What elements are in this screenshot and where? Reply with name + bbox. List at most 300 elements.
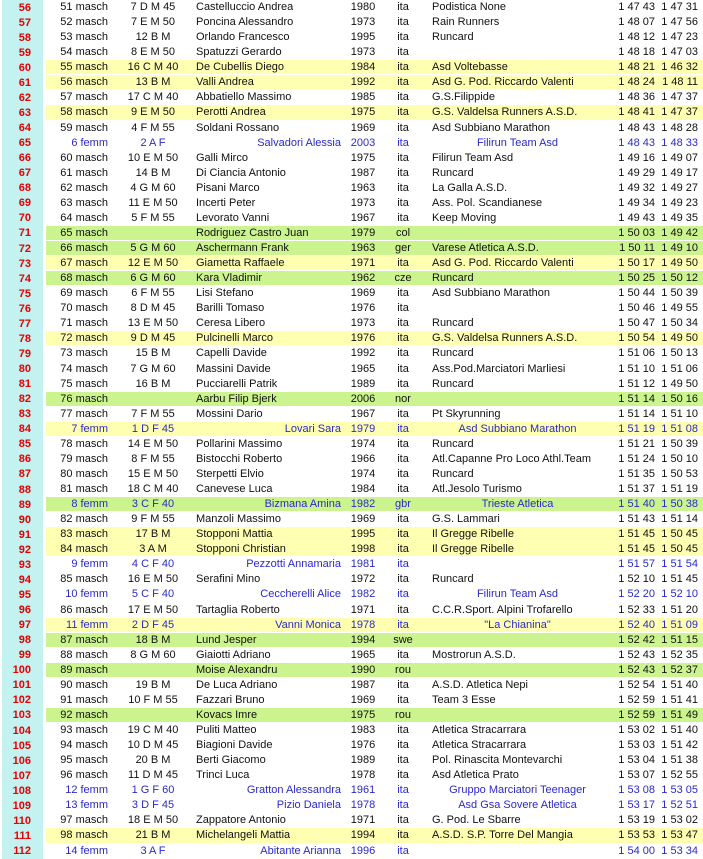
category-cell: 9 E M 50 xyxy=(130,106,176,119)
position-cell: 71 xyxy=(0,226,46,241)
nationality-cell: col xyxy=(395,226,411,239)
position-cell: 111 xyxy=(0,828,46,843)
category-cell: 18 E M 50 xyxy=(127,814,179,827)
category-cell: 13 E M 50 xyxy=(127,317,179,330)
real-time-cell: 1 50 53 xyxy=(661,467,698,480)
real-time-cell: 1 50 12 xyxy=(661,272,698,285)
row-data xyxy=(46,708,703,723)
real-time-cell: 1 47 31 xyxy=(661,1,698,14)
category-cell: 1 D F 45 xyxy=(131,422,175,435)
row-data xyxy=(46,542,703,557)
row-data xyxy=(46,407,703,422)
birth-year-cell: 1985 xyxy=(350,91,376,104)
real-time-cell: 1 51 06 xyxy=(661,362,698,375)
birth-year-cell: 1975 xyxy=(350,106,376,119)
finish-time-cell: 1 50 03 xyxy=(618,226,655,239)
finish-time-cell: 1 48 36 xyxy=(618,91,655,104)
birth-year-cell: 1981 xyxy=(350,558,376,571)
position-cell: 56 xyxy=(0,0,46,15)
gender-rank-cell: 6 femm xyxy=(71,136,108,149)
nationality-cell: ita xyxy=(397,76,409,89)
nationality-cell: ita xyxy=(397,317,409,330)
category-cell: 3 C F 40 xyxy=(131,498,175,511)
table-row xyxy=(0,527,703,542)
team-cell: Asd Gsa Sovere Atletica xyxy=(458,799,577,812)
finish-time-cell: 1 49 29 xyxy=(618,166,655,179)
table-row xyxy=(0,693,703,708)
category-cell: 5 C F 40 xyxy=(131,588,175,601)
gender-rank-cell: 95 masch xyxy=(60,754,108,767)
row-data xyxy=(46,271,703,286)
real-time-cell: 1 47 56 xyxy=(661,16,698,29)
athlete-name-cell: Puliti Matteo xyxy=(196,724,257,737)
team-cell xyxy=(425,633,610,647)
gender-rank-cell: 96 masch xyxy=(60,769,108,782)
real-time-cell: 1 51 19 xyxy=(661,483,698,496)
athlete-name-cell: Pezzotti Annamaria xyxy=(246,558,341,571)
row-data xyxy=(46,633,703,648)
real-time-cell: 1 50 45 xyxy=(661,528,698,541)
nationality-cell: ita xyxy=(397,528,409,541)
table-row xyxy=(0,482,703,497)
athlete-name-cell: Galli Mirco xyxy=(196,151,248,164)
athlete-name-cell: Lovari Sara xyxy=(284,422,341,435)
real-time-cell: 1 48 28 xyxy=(661,121,698,134)
gender-rank-cell: 98 masch xyxy=(60,829,108,842)
nationality-cell: nor xyxy=(395,392,411,405)
row-data xyxy=(46,90,703,105)
table-row xyxy=(0,90,703,105)
row-data xyxy=(46,798,703,813)
athlete-name-cell: Stopponi Mattia xyxy=(196,528,273,541)
gender-rank-cell: 78 masch xyxy=(60,437,108,450)
gender-rank-cell: 75 masch xyxy=(60,377,108,390)
real-time-cell: 1 47 37 xyxy=(661,106,698,119)
row-data xyxy=(46,768,703,783)
row-data xyxy=(46,587,703,602)
team-cell: Atletica Stracarrara xyxy=(432,724,527,737)
team-cell: Runcard xyxy=(432,437,474,450)
athlete-name-cell: Zappatore Antonio xyxy=(196,814,286,827)
birth-year-cell: 1987 xyxy=(350,678,376,691)
real-time-cell: 1 50 10 xyxy=(661,452,698,465)
row-data xyxy=(46,15,703,30)
team-cell: Runcard xyxy=(432,317,474,330)
real-time-cell: 1 51 20 xyxy=(661,603,698,616)
table-row xyxy=(0,678,703,693)
real-time-cell: 1 50 38 xyxy=(661,498,698,511)
team-cell: A.S.D. S.P. Torre Del Mangia xyxy=(432,829,573,842)
category-cell: 14 B M xyxy=(135,166,171,179)
nationality-cell: ita xyxy=(397,46,409,59)
table-row xyxy=(0,286,703,301)
finish-time-cell: 1 48 18 xyxy=(618,46,655,59)
position-cell: 104 xyxy=(0,723,46,738)
gender-rank-cell: 51 masch xyxy=(60,1,108,14)
finish-time-cell: 1 51 10 xyxy=(618,362,655,375)
row-data xyxy=(46,211,703,226)
category-cell: 17 E M 50 xyxy=(127,603,179,616)
team-cell: Filirun Team Asd xyxy=(432,151,514,164)
finish-time-cell: 1 50 54 xyxy=(618,332,655,345)
gender-rank-cell: 72 masch xyxy=(60,332,108,345)
nationality-cell: ita xyxy=(397,106,409,119)
table-row xyxy=(0,798,703,813)
athlete-name-cell: Giaiotti Adriano xyxy=(196,648,271,661)
birth-year-cell: 2006 xyxy=(350,392,376,405)
table-row xyxy=(0,467,703,482)
nationality-cell: rou xyxy=(395,663,411,676)
gender-rank-cell: 77 masch xyxy=(60,407,108,420)
category-cell: 18 B M xyxy=(135,633,171,646)
birth-year-cell: 1974 xyxy=(350,467,376,480)
real-time-cell: 1 52 35 xyxy=(661,648,698,661)
nationality-cell: ita xyxy=(397,377,409,390)
category-cell: 6 F M 55 xyxy=(131,287,175,300)
position-cell: 68 xyxy=(0,181,46,196)
real-time-cell: 1 51 41 xyxy=(661,693,698,706)
position-cell: 95 xyxy=(0,587,46,602)
position-cell: 91 xyxy=(0,527,46,542)
table-row xyxy=(0,844,703,859)
table-row xyxy=(0,813,703,828)
table-row xyxy=(0,45,703,60)
athlete-name-cell: Canevese Luca xyxy=(196,483,273,496)
athlete-name-cell: Kara Vladimir xyxy=(196,272,263,285)
gender-rank-cell: 91 masch xyxy=(60,693,108,706)
gender-rank-cell: 7 femm xyxy=(71,422,108,435)
position-cell: 64 xyxy=(0,121,46,136)
finish-time-cell: 1 48 41 xyxy=(618,106,655,119)
team-cell: Varese Atletica A.S.D. xyxy=(432,242,539,255)
position-cell: 79 xyxy=(0,346,46,361)
category-cell xyxy=(113,708,193,722)
category-cell: 16 B M xyxy=(135,377,171,390)
real-time-cell: 1 51 45 xyxy=(661,573,698,586)
table-row xyxy=(0,196,703,211)
gender-rank-cell: 68 masch xyxy=(60,272,108,285)
category-cell: 12 E M 50 xyxy=(127,257,179,270)
birth-year-cell: 1994 xyxy=(350,633,376,646)
finish-time-cell: 1 51 57 xyxy=(618,558,655,571)
category-cell: 10 E M 50 xyxy=(127,151,179,164)
nationality-cell: ita xyxy=(397,558,409,571)
finish-time-cell: 1 49 43 xyxy=(618,211,655,224)
gender-rank-cell: 88 masch xyxy=(60,648,108,661)
team-cell: Runcard xyxy=(432,272,474,285)
team-cell xyxy=(425,226,610,240)
category-cell: 20 B M xyxy=(135,754,171,767)
category-cell: 14 E M 50 xyxy=(127,437,179,450)
finish-time-cell: 1 49 34 xyxy=(618,196,655,209)
row-data xyxy=(46,121,703,136)
finish-time-cell: 1 48 21 xyxy=(618,61,655,74)
birth-year-cell: 1982 xyxy=(350,588,376,601)
position-cell: 84 xyxy=(0,422,46,437)
birth-year-cell: 1989 xyxy=(350,377,376,390)
category-cell: 18 C M 40 xyxy=(127,483,179,496)
team-cell: Asd Voltebasse xyxy=(432,61,508,74)
category-cell: 9 F M 55 xyxy=(131,513,175,526)
nationality-cell: ita xyxy=(397,136,409,149)
birth-year-cell: 1978 xyxy=(350,618,376,631)
table-row xyxy=(0,181,703,196)
birth-year-cell: 1979 xyxy=(350,422,376,435)
team-cell: Filirun Team Asd xyxy=(476,588,559,601)
nationality-cell: ita xyxy=(397,754,409,767)
athlete-name-cell: Aschermann Frank xyxy=(196,242,289,255)
real-time-cell: 1 51 14 xyxy=(661,513,698,526)
athlete-name-cell: Pisani Marco xyxy=(196,181,260,194)
gender-rank-cell: 57 masch xyxy=(60,91,108,104)
real-time-cell: 1 49 50 xyxy=(661,377,698,390)
birth-year-cell: 1971 xyxy=(350,814,376,827)
position-cell: 108 xyxy=(0,783,46,798)
athlete-name-cell: Barilli Tomaso xyxy=(196,302,265,315)
birth-year-cell: 1996 xyxy=(350,844,376,857)
team-cell: Filirun Team Asd xyxy=(476,136,559,149)
athlete-name-cell: Manzoli Massimo xyxy=(196,513,281,526)
athlete-name-cell: Orlando Francesco xyxy=(196,31,290,44)
category-cell: 17 B M xyxy=(135,528,171,541)
gender-rank-cell: 62 masch xyxy=(60,181,108,194)
position-cell: 100 xyxy=(0,663,46,678)
birth-year-cell: 1975 xyxy=(350,708,376,721)
table-row xyxy=(0,151,703,166)
table-row xyxy=(0,783,703,798)
real-time-cell: 1 49 10 xyxy=(661,242,698,255)
finish-time-cell: 1 53 53 xyxy=(618,829,655,842)
position-cell: 74 xyxy=(0,271,46,286)
table-row xyxy=(0,15,703,30)
nationality-cell: ita xyxy=(397,422,409,435)
birth-year-cell: 1976 xyxy=(350,739,376,752)
finish-time-cell: 1 51 14 xyxy=(618,407,655,420)
row-data xyxy=(46,678,703,693)
team-cell xyxy=(425,45,610,59)
nationality-cell: ita xyxy=(397,332,409,345)
row-data xyxy=(46,828,703,843)
nationality-cell: ita xyxy=(397,603,409,616)
gender-rank-cell: 59 masch xyxy=(60,121,108,134)
table-row xyxy=(0,226,703,241)
birth-year-cell: 1973 xyxy=(350,196,376,209)
athlete-name-cell: Salvadori Alessia xyxy=(257,136,341,149)
finish-time-cell: 1 49 16 xyxy=(618,151,655,164)
table-row xyxy=(0,30,703,45)
row-data xyxy=(46,166,703,181)
table-row xyxy=(0,211,703,226)
position-cell: 90 xyxy=(0,512,46,527)
real-time-cell: 1 50 39 xyxy=(661,287,698,300)
table-row xyxy=(0,331,703,346)
athlete-name-cell: Bistocchi Roberto xyxy=(196,452,283,465)
position-cell: 110 xyxy=(0,813,46,828)
table-row xyxy=(0,512,703,527)
team-cell: Asd Atletica Prato xyxy=(432,769,519,782)
category-cell: 5 G M 60 xyxy=(130,242,176,255)
row-data xyxy=(46,256,703,271)
finish-time-cell: 1 50 47 xyxy=(618,317,655,330)
category-cell: 15 B M xyxy=(135,347,171,360)
birth-year-cell: 1982 xyxy=(350,498,376,511)
gender-rank-cell: 87 masch xyxy=(60,633,108,646)
finish-time-cell: 1 53 19 xyxy=(618,814,655,827)
gender-rank-cell: 10 femm xyxy=(65,588,108,601)
nationality-cell: ita xyxy=(397,799,409,812)
position-cell: 101 xyxy=(0,678,46,693)
team-cell xyxy=(425,392,610,406)
position-cell: 102 xyxy=(0,693,46,708)
row-data xyxy=(46,723,703,738)
athlete-name-cell: Pizio Daniela xyxy=(276,799,341,812)
real-time-cell: 1 50 39 xyxy=(661,437,698,450)
nationality-cell: ita xyxy=(397,618,409,631)
row-data xyxy=(46,105,703,120)
row-data xyxy=(46,286,703,301)
table-row xyxy=(0,633,703,648)
category-cell: 19 C M 40 xyxy=(127,724,179,737)
real-time-cell: 1 51 42 xyxy=(661,739,698,752)
birth-year-cell: 1989 xyxy=(350,754,376,767)
real-time-cell: 1 53 02 xyxy=(661,814,698,827)
position-cell: 60 xyxy=(0,60,46,75)
finish-time-cell: 1 53 03 xyxy=(618,739,655,752)
category-cell xyxy=(113,392,193,406)
nationality-cell: ita xyxy=(397,784,409,797)
team-cell: G.S. Valdelsa Runners A.S.D. xyxy=(432,332,578,345)
nationality-cell: ita xyxy=(397,814,409,827)
position-cell: 82 xyxy=(0,392,46,407)
row-data xyxy=(46,467,703,482)
position-cell: 59 xyxy=(0,45,46,60)
birth-year-cell: 1995 xyxy=(350,528,376,541)
category-cell: 10 F M 55 xyxy=(128,693,178,706)
gender-rank-cell: 52 masch xyxy=(60,16,108,29)
position-cell: 75 xyxy=(0,286,46,301)
position-cell: 70 xyxy=(0,211,46,226)
birth-year-cell: 1983 xyxy=(350,724,376,737)
athlete-name-cell: Castelluccio Andrea xyxy=(196,1,294,14)
finish-time-cell: 1 52 54 xyxy=(618,678,655,691)
gender-rank-cell: 60 masch xyxy=(60,151,108,164)
category-cell: 3 A M xyxy=(139,543,167,556)
real-time-cell: 1 50 13 xyxy=(661,347,698,360)
finish-time-cell: 1 51 06 xyxy=(618,347,655,360)
row-data xyxy=(46,0,703,15)
team-cell: Atletica Stracarrara xyxy=(432,739,527,752)
gender-rank-cell: 67 masch xyxy=(60,257,108,270)
row-data xyxy=(46,603,703,618)
real-time-cell: 1 50 45 xyxy=(661,543,698,556)
birth-year-cell: 1994 xyxy=(350,829,376,842)
position-cell: 69 xyxy=(0,196,46,211)
nationality-cell: ger xyxy=(395,242,411,255)
row-data xyxy=(46,301,703,316)
athlete-name-cell: Ceresa Libero xyxy=(196,317,266,330)
table-row xyxy=(0,648,703,663)
team-cell: Ass. Pol. Scandianese xyxy=(432,196,543,209)
real-time-cell: 1 51 49 xyxy=(661,708,698,721)
real-time-cell: 1 51 10 xyxy=(661,407,698,420)
table-row xyxy=(0,708,703,723)
team-cell: Rain Runners xyxy=(432,16,500,29)
finish-time-cell: 1 52 59 xyxy=(618,693,655,706)
finish-time-cell: 1 50 11 xyxy=(619,242,655,255)
finish-time-cell: 1 53 08 xyxy=(618,784,655,797)
table-row xyxy=(0,738,703,753)
position-cell: 61 xyxy=(0,75,46,90)
birth-year-cell: 1967 xyxy=(350,211,376,224)
position-cell: 66 xyxy=(0,151,46,166)
position-cell: 107 xyxy=(0,768,46,783)
athlete-name-cell: Vanni Monica xyxy=(275,618,341,631)
nationality-cell: ita xyxy=(397,211,409,224)
birth-year-cell: 1978 xyxy=(350,769,376,782)
table-row xyxy=(0,618,703,633)
nationality-cell: ita xyxy=(397,769,409,782)
table-row xyxy=(0,241,703,256)
real-time-cell: 1 50 34 xyxy=(661,317,698,330)
athlete-name-cell: Poncina Alessandro xyxy=(196,16,294,29)
real-time-cell: 1 47 23 xyxy=(661,31,698,44)
table-row xyxy=(0,301,703,316)
athlete-name-cell: Tartaglia Roberto xyxy=(196,603,280,616)
table-row xyxy=(0,542,703,557)
real-time-cell: 1 51 38 xyxy=(661,754,698,767)
team-cell xyxy=(425,663,610,677)
nationality-cell: ita xyxy=(397,16,409,29)
athlete-name-cell: Perotti Andrea xyxy=(196,106,266,119)
gender-rank-cell: 79 masch xyxy=(60,452,108,465)
athlete-name-cell: Levorato Vanni xyxy=(196,211,270,224)
finish-time-cell: 1 52 20 xyxy=(618,588,655,601)
finish-time-cell: 1 47 43 xyxy=(618,1,655,14)
category-cell: 8 G M 60 xyxy=(130,648,176,661)
category-cell: 4 F M 55 xyxy=(131,121,175,134)
table-row xyxy=(0,271,703,286)
athlete-name-cell: Moise Alexandru xyxy=(196,663,278,676)
row-data xyxy=(46,422,703,437)
birth-year-cell: 1963 xyxy=(350,181,376,194)
table-row xyxy=(0,362,703,377)
birth-year-cell: 1987 xyxy=(350,166,376,179)
birth-year-cell: 1973 xyxy=(350,46,376,59)
row-data xyxy=(46,331,703,346)
row-data xyxy=(46,241,703,256)
team-cell: Team 3 Esse xyxy=(432,693,496,706)
gender-rank-cell: 82 masch xyxy=(60,513,108,526)
athlete-name-cell: Massini Davide xyxy=(196,362,271,375)
team-cell: Runcard xyxy=(432,166,474,179)
category-cell: 21 B M xyxy=(135,829,171,842)
row-data xyxy=(46,813,703,828)
real-time-cell: 1 53 47 xyxy=(661,829,698,842)
finish-time-cell: 1 51 19 xyxy=(618,422,655,435)
position-cell: 106 xyxy=(0,753,46,768)
birth-year-cell: 2003 xyxy=(350,136,376,149)
position-cell: 99 xyxy=(0,648,46,663)
nationality-cell: ita xyxy=(397,166,409,179)
category-cell: 3 A F xyxy=(140,844,166,857)
birth-year-cell: 1973 xyxy=(350,317,376,330)
nationality-cell: ita xyxy=(397,181,409,194)
finish-time-cell: 1 51 12 xyxy=(618,377,655,390)
finish-time-cell: 1 52 40 xyxy=(618,618,655,631)
nationality-cell: ita xyxy=(397,693,409,706)
athlete-name-cell: Ceccherelli Alice xyxy=(260,588,341,601)
gender-rank-cell: 55 masch xyxy=(60,61,108,74)
